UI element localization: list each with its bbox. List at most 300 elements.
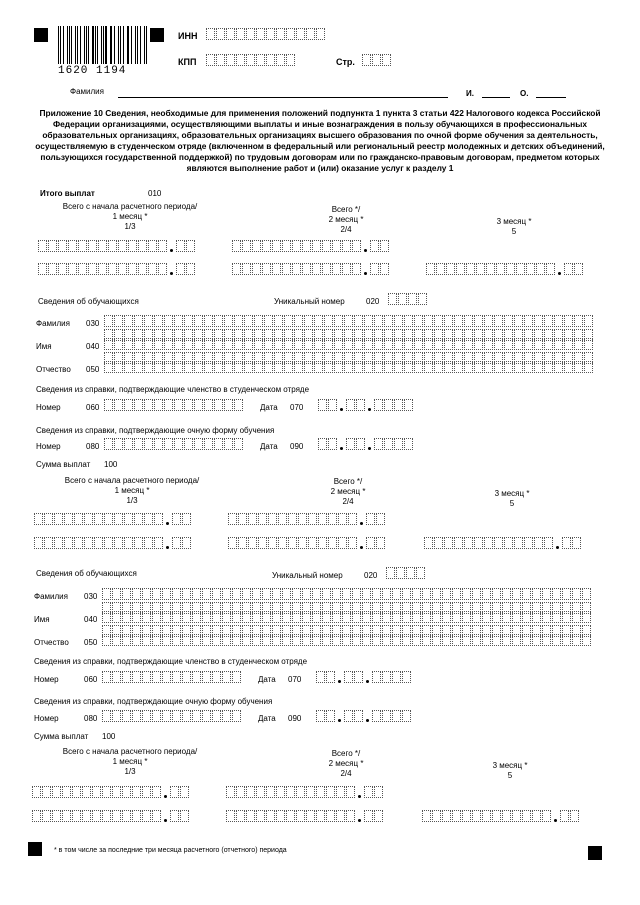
input-cell[interactable]	[194, 399, 203, 411]
input-cell[interactable]	[122, 611, 131, 623]
input-cell[interactable]	[374, 786, 383, 798]
student2-num2-field[interactable]	[102, 710, 242, 722]
input-cell[interactable]	[504, 537, 513, 549]
input-cell[interactable]	[104, 338, 113, 350]
input-cell[interactable]	[322, 588, 331, 600]
input-cell[interactable]	[254, 315, 263, 327]
input-cell[interactable]	[404, 399, 413, 411]
input-cell[interactable]	[338, 513, 347, 525]
input-cell[interactable]	[114, 315, 123, 327]
input-cell[interactable]	[142, 634, 151, 646]
input-cell[interactable]	[114, 338, 123, 350]
input-cell[interactable]	[352, 588, 361, 600]
input-cell[interactable]	[164, 399, 173, 411]
input-cell[interactable]	[316, 28, 325, 40]
input-cell[interactable]	[532, 810, 541, 822]
input-cell[interactable]	[192, 671, 201, 683]
input-cell[interactable]	[318, 513, 327, 525]
input-cell[interactable]	[364, 338, 373, 350]
input-cell[interactable]	[282, 240, 291, 252]
input-cell[interactable]	[174, 338, 183, 350]
input-cell[interactable]	[442, 634, 451, 646]
input-cell[interactable]	[138, 240, 147, 252]
input-cell[interactable]	[132, 786, 141, 798]
input-cell[interactable]	[248, 537, 257, 549]
input-cell[interactable]	[346, 399, 355, 411]
input-cell[interactable]	[376, 513, 385, 525]
input-cell[interactable]	[206, 54, 215, 66]
input-cell[interactable]	[354, 671, 363, 683]
input-cell[interactable]	[232, 710, 241, 722]
input-cell[interactable]	[88, 240, 97, 252]
input-cell[interactable]	[494, 361, 503, 373]
input-cell[interactable]	[282, 611, 291, 623]
input-cell[interactable]	[92, 810, 101, 822]
input-cell[interactable]	[272, 611, 281, 623]
input-cell[interactable]	[316, 710, 325, 722]
input-cell[interactable]	[464, 537, 473, 549]
input-cell[interactable]	[562, 611, 571, 623]
input-cell[interactable]	[164, 338, 173, 350]
student2-date2-field[interactable]	[316, 710, 412, 722]
input-cell[interactable]	[276, 786, 285, 798]
student2-num1-field[interactable]	[102, 671, 242, 683]
input-cell[interactable]	[68, 240, 77, 252]
input-cell[interactable]	[356, 438, 365, 450]
input-cell[interactable]	[138, 263, 147, 275]
input-cell[interactable]	[394, 338, 403, 350]
input-cell[interactable]	[514, 338, 523, 350]
input-cell[interactable]	[506, 263, 515, 275]
input-cell[interactable]	[362, 588, 371, 600]
input-cell[interactable]	[192, 634, 201, 646]
input-cell[interactable]	[324, 315, 333, 327]
input-cell[interactable]	[364, 361, 373, 373]
input-cell[interactable]	[316, 810, 325, 822]
student2-patronymic-field[interactable]	[102, 634, 592, 646]
input-cell[interactable]	[504, 338, 513, 350]
input-cell[interactable]	[128, 240, 137, 252]
input-cell[interactable]	[216, 28, 225, 40]
input-cell[interactable]	[224, 338, 233, 350]
input-cell[interactable]	[152, 671, 161, 683]
input-cell[interactable]	[386, 567, 395, 579]
input-cell[interactable]	[212, 588, 221, 600]
input-cell[interactable]	[432, 810, 441, 822]
input-cell[interactable]	[322, 611, 331, 623]
input-cell[interactable]	[572, 588, 581, 600]
input-cell[interactable]	[52, 786, 61, 798]
input-cell[interactable]	[314, 361, 323, 373]
input-cell[interactable]	[582, 588, 591, 600]
input-cell[interactable]	[158, 240, 167, 252]
input-cell[interactable]	[222, 588, 231, 600]
student1-date2-field[interactable]	[318, 438, 414, 450]
input-cell[interactable]	[170, 786, 179, 798]
input-cell[interactable]	[182, 634, 191, 646]
input-cell[interactable]	[370, 240, 379, 252]
input-cell[interactable]	[224, 361, 233, 373]
input-cell[interactable]	[344, 361, 353, 373]
input-cell[interactable]	[312, 263, 321, 275]
input-cell[interactable]	[412, 634, 421, 646]
input-cell[interactable]	[276, 28, 285, 40]
input-cell[interactable]	[332, 634, 341, 646]
input-cell[interactable]	[58, 240, 67, 252]
input-cell[interactable]	[172, 513, 181, 525]
input-cell[interactable]	[414, 315, 423, 327]
input-cell[interactable]	[172, 671, 181, 683]
input-cell[interactable]	[284, 315, 293, 327]
input-cell[interactable]	[262, 588, 271, 600]
input-cell[interactable]	[102, 710, 111, 722]
input-cell[interactable]	[162, 634, 171, 646]
input-cell[interactable]	[514, 537, 523, 549]
input-cell[interactable]	[162, 710, 171, 722]
input-cell[interactable]	[552, 588, 561, 600]
input-cell[interactable]	[202, 611, 211, 623]
input-cell[interactable]	[534, 361, 543, 373]
input-cell[interactable]	[276, 810, 285, 822]
input-cell[interactable]	[292, 263, 301, 275]
input-cell[interactable]	[574, 315, 583, 327]
input-cell[interactable]	[194, 438, 203, 450]
input-cell[interactable]	[554, 338, 563, 350]
input-cell[interactable]	[132, 634, 141, 646]
input-cell[interactable]	[462, 588, 471, 600]
input-cell[interactable]	[172, 611, 181, 623]
input-cell[interactable]	[82, 810, 91, 822]
input-cell[interactable]	[560, 810, 569, 822]
s2-sum-col1-row2[interactable]	[32, 810, 190, 822]
input-cell[interactable]	[266, 786, 275, 798]
s2-sum-col2-row1[interactable]	[226, 786, 384, 798]
input-cell[interactable]	[344, 710, 353, 722]
input-cell[interactable]	[574, 338, 583, 350]
input-cell[interactable]	[132, 671, 141, 683]
input-cell[interactable]	[162, 671, 171, 683]
input-cell[interactable]	[436, 263, 445, 275]
student1-patronymic-field[interactable]	[104, 361, 594, 373]
input-cell[interactable]	[326, 786, 335, 798]
input-cell[interactable]	[64, 537, 73, 549]
input-cell[interactable]	[112, 611, 121, 623]
input-cell[interactable]	[142, 671, 151, 683]
input-cell[interactable]	[452, 810, 461, 822]
input-cell[interactable]	[242, 588, 251, 600]
input-cell[interactable]	[122, 588, 131, 600]
input-cell[interactable]	[334, 315, 343, 327]
input-cell[interactable]	[112, 786, 121, 798]
input-cell[interactable]	[322, 263, 331, 275]
input-cell[interactable]	[94, 537, 103, 549]
input-cell[interactable]	[544, 338, 553, 350]
input-cell[interactable]	[374, 338, 383, 350]
input-cell[interactable]	[434, 537, 443, 549]
input-cell[interactable]	[112, 634, 121, 646]
input-cell[interactable]	[334, 338, 343, 350]
input-cell[interactable]	[482, 588, 491, 600]
input-cell[interactable]	[134, 399, 143, 411]
input-cell[interactable]	[186, 240, 195, 252]
input-cell[interactable]	[212, 611, 221, 623]
input-cell[interactable]	[132, 810, 141, 822]
input-cell[interactable]	[98, 263, 107, 275]
input-cell[interactable]	[112, 588, 121, 600]
input-cell[interactable]	[328, 399, 337, 411]
input-cell[interactable]	[318, 537, 327, 549]
input-cell[interactable]	[382, 588, 391, 600]
input-cell[interactable]	[104, 361, 113, 373]
input-cell[interactable]	[364, 810, 373, 822]
s1-sum-col1-row1[interactable]	[34, 513, 192, 525]
input-cell[interactable]	[268, 537, 277, 549]
input-cell[interactable]	[444, 361, 453, 373]
input-cell[interactable]	[298, 513, 307, 525]
input-cell[interactable]	[332, 611, 341, 623]
input-cell[interactable]	[286, 810, 295, 822]
input-cell[interactable]	[304, 338, 313, 350]
input-cell[interactable]	[192, 588, 201, 600]
input-cell[interactable]	[332, 588, 341, 600]
input-cell[interactable]	[84, 537, 93, 549]
input-cell[interactable]	[524, 315, 533, 327]
input-cell[interactable]	[524, 537, 533, 549]
input-cell[interactable]	[174, 399, 183, 411]
input-cell[interactable]	[352, 240, 361, 252]
input-cell[interactable]	[434, 361, 443, 373]
input-cell[interactable]	[144, 338, 153, 350]
input-cell[interactable]	[432, 588, 441, 600]
surname-top-field[interactable]	[118, 97, 448, 98]
input-cell[interactable]	[124, 399, 133, 411]
input-cell[interactable]	[472, 611, 481, 623]
input-cell[interactable]	[394, 315, 403, 327]
input-cell[interactable]	[234, 399, 243, 411]
input-cell[interactable]	[278, 513, 287, 525]
input-cell[interactable]	[252, 240, 261, 252]
input-cell[interactable]	[246, 786, 255, 798]
input-cell[interactable]	[238, 537, 247, 549]
input-cell[interactable]	[354, 315, 363, 327]
input-cell[interactable]	[242, 611, 251, 623]
input-cell[interactable]	[382, 671, 391, 683]
input-cell[interactable]	[206, 28, 215, 40]
input-cell[interactable]	[204, 338, 213, 350]
totals-col2-row2[interactable]	[232, 263, 390, 275]
input-cell[interactable]	[34, 513, 43, 525]
input-cell[interactable]	[564, 263, 573, 275]
input-cell[interactable]	[286, 786, 295, 798]
input-cell[interactable]	[122, 671, 131, 683]
input-cell[interactable]	[144, 537, 153, 549]
input-cell[interactable]	[574, 263, 583, 275]
input-cell[interactable]	[180, 810, 189, 822]
input-cell[interactable]	[204, 399, 213, 411]
input-cell[interactable]	[380, 263, 389, 275]
input-cell[interactable]	[72, 810, 81, 822]
input-cell[interactable]	[182, 513, 191, 525]
input-cell[interactable]	[542, 588, 551, 600]
input-cell[interactable]	[572, 611, 581, 623]
input-cell[interactable]	[496, 263, 505, 275]
input-cell[interactable]	[104, 537, 113, 549]
input-cell[interactable]	[228, 537, 237, 549]
input-cell[interactable]	[312, 634, 321, 646]
input-cell[interactable]	[452, 611, 461, 623]
input-cell[interactable]	[32, 810, 41, 822]
input-cell[interactable]	[536, 263, 545, 275]
input-cell[interactable]	[474, 315, 483, 327]
input-cell[interactable]	[222, 611, 231, 623]
student2-date1-field[interactable]	[316, 671, 412, 683]
input-cell[interactable]	[414, 338, 423, 350]
input-cell[interactable]	[114, 537, 123, 549]
input-cell[interactable]	[174, 438, 183, 450]
input-cell[interactable]	[544, 361, 553, 373]
input-cell[interactable]	[252, 634, 261, 646]
input-cell[interactable]	[286, 28, 295, 40]
input-cell[interactable]	[374, 361, 383, 373]
input-cell[interactable]	[444, 315, 453, 327]
input-cell[interactable]	[312, 611, 321, 623]
input-cell[interactable]	[356, 399, 365, 411]
input-cell[interactable]	[412, 611, 421, 623]
student2-unique-field[interactable]	[386, 567, 426, 579]
input-cell[interactable]	[512, 810, 521, 822]
input-cell[interactable]	[94, 513, 103, 525]
totals-col2-row1[interactable]	[232, 240, 390, 252]
input-cell[interactable]	[38, 263, 47, 275]
student1-surname-field[interactable]	[104, 315, 594, 327]
input-cell[interactable]	[236, 54, 245, 66]
input-cell[interactable]	[364, 786, 373, 798]
input-cell[interactable]	[312, 588, 321, 600]
input-cell[interactable]	[542, 611, 551, 623]
input-cell[interactable]	[118, 240, 127, 252]
input-cell[interactable]	[294, 361, 303, 373]
input-cell[interactable]	[336, 786, 345, 798]
input-cell[interactable]	[402, 611, 411, 623]
input-cell[interactable]	[84, 513, 93, 525]
input-cell[interactable]	[104, 513, 113, 525]
input-cell[interactable]	[204, 315, 213, 327]
input-cell[interactable]	[484, 338, 493, 350]
input-cell[interactable]	[376, 537, 385, 549]
input-cell[interactable]	[404, 338, 413, 350]
input-cell[interactable]	[584, 338, 593, 350]
input-cell[interactable]	[42, 810, 51, 822]
input-cell[interactable]	[142, 710, 151, 722]
input-cell[interactable]	[366, 537, 375, 549]
input-cell[interactable]	[142, 810, 151, 822]
input-cell[interactable]	[502, 634, 511, 646]
input-cell[interactable]	[286, 54, 295, 66]
input-cell[interactable]	[562, 537, 571, 549]
input-cell[interactable]	[472, 588, 481, 600]
input-cell[interactable]	[108, 240, 117, 252]
input-cell[interactable]	[202, 710, 211, 722]
input-cell[interactable]	[384, 338, 393, 350]
input-cell[interactable]	[186, 263, 195, 275]
input-cell[interactable]	[258, 513, 267, 525]
input-cell[interactable]	[254, 361, 263, 373]
input-cell[interactable]	[132, 611, 141, 623]
input-cell[interactable]	[332, 240, 341, 252]
input-cell[interactable]	[354, 361, 363, 373]
input-cell[interactable]	[262, 263, 271, 275]
input-cell[interactable]	[322, 240, 331, 252]
input-cell[interactable]	[324, 338, 333, 350]
input-cell[interactable]	[192, 710, 201, 722]
input-cell[interactable]	[364, 315, 373, 327]
totals-col1-row2[interactable]	[38, 263, 196, 275]
input-cell[interactable]	[214, 438, 223, 450]
input-cell[interactable]	[394, 438, 403, 450]
input-cell[interactable]	[502, 810, 511, 822]
input-cell[interactable]	[514, 361, 523, 373]
input-cell[interactable]	[266, 28, 275, 40]
input-cell[interactable]	[302, 263, 311, 275]
input-cell[interactable]	[534, 315, 543, 327]
input-cell[interactable]	[406, 567, 415, 579]
input-cell[interactable]	[122, 634, 131, 646]
input-cell[interactable]	[362, 54, 371, 66]
input-cell[interactable]	[382, 54, 391, 66]
input-cell[interactable]	[292, 611, 301, 623]
kpp-field[interactable]	[206, 54, 296, 66]
input-cell[interactable]	[388, 293, 397, 305]
input-cell[interactable]	[102, 611, 111, 623]
s1-sum-col2-row2[interactable]	[228, 537, 386, 549]
input-cell[interactable]	[482, 810, 491, 822]
input-cell[interactable]	[554, 315, 563, 327]
input-cell[interactable]	[248, 513, 257, 525]
input-cell[interactable]	[194, 361, 203, 373]
input-cell[interactable]	[104, 315, 113, 327]
input-cell[interactable]	[306, 28, 315, 40]
input-cell[interactable]	[352, 611, 361, 623]
input-cell[interactable]	[252, 611, 261, 623]
input-cell[interactable]	[324, 361, 333, 373]
input-cell[interactable]	[226, 28, 235, 40]
input-cell[interactable]	[238, 513, 247, 525]
input-cell[interactable]	[382, 634, 391, 646]
input-cell[interactable]	[122, 710, 131, 722]
input-cell[interactable]	[424, 361, 433, 373]
input-cell[interactable]	[152, 710, 161, 722]
input-cell[interactable]	[222, 634, 231, 646]
input-cell[interactable]	[74, 537, 83, 549]
s2-sum-col3-row2[interactable]	[422, 810, 580, 822]
input-cell[interactable]	[346, 810, 355, 822]
input-cell[interactable]	[224, 438, 233, 450]
input-cell[interactable]	[504, 315, 513, 327]
input-cell[interactable]	[446, 263, 455, 275]
input-cell[interactable]	[472, 810, 481, 822]
input-cell[interactable]	[484, 537, 493, 549]
input-cell[interactable]	[132, 710, 141, 722]
input-cell[interactable]	[226, 810, 235, 822]
input-cell[interactable]	[124, 537, 133, 549]
input-cell[interactable]	[224, 315, 233, 327]
input-cell[interactable]	[182, 611, 191, 623]
input-cell[interactable]	[370, 263, 379, 275]
input-cell[interactable]	[292, 588, 301, 600]
input-cell[interactable]	[268, 513, 277, 525]
s1-sum-col1-row2[interactable]	[34, 537, 192, 549]
input-cell[interactable]	[296, 28, 305, 40]
